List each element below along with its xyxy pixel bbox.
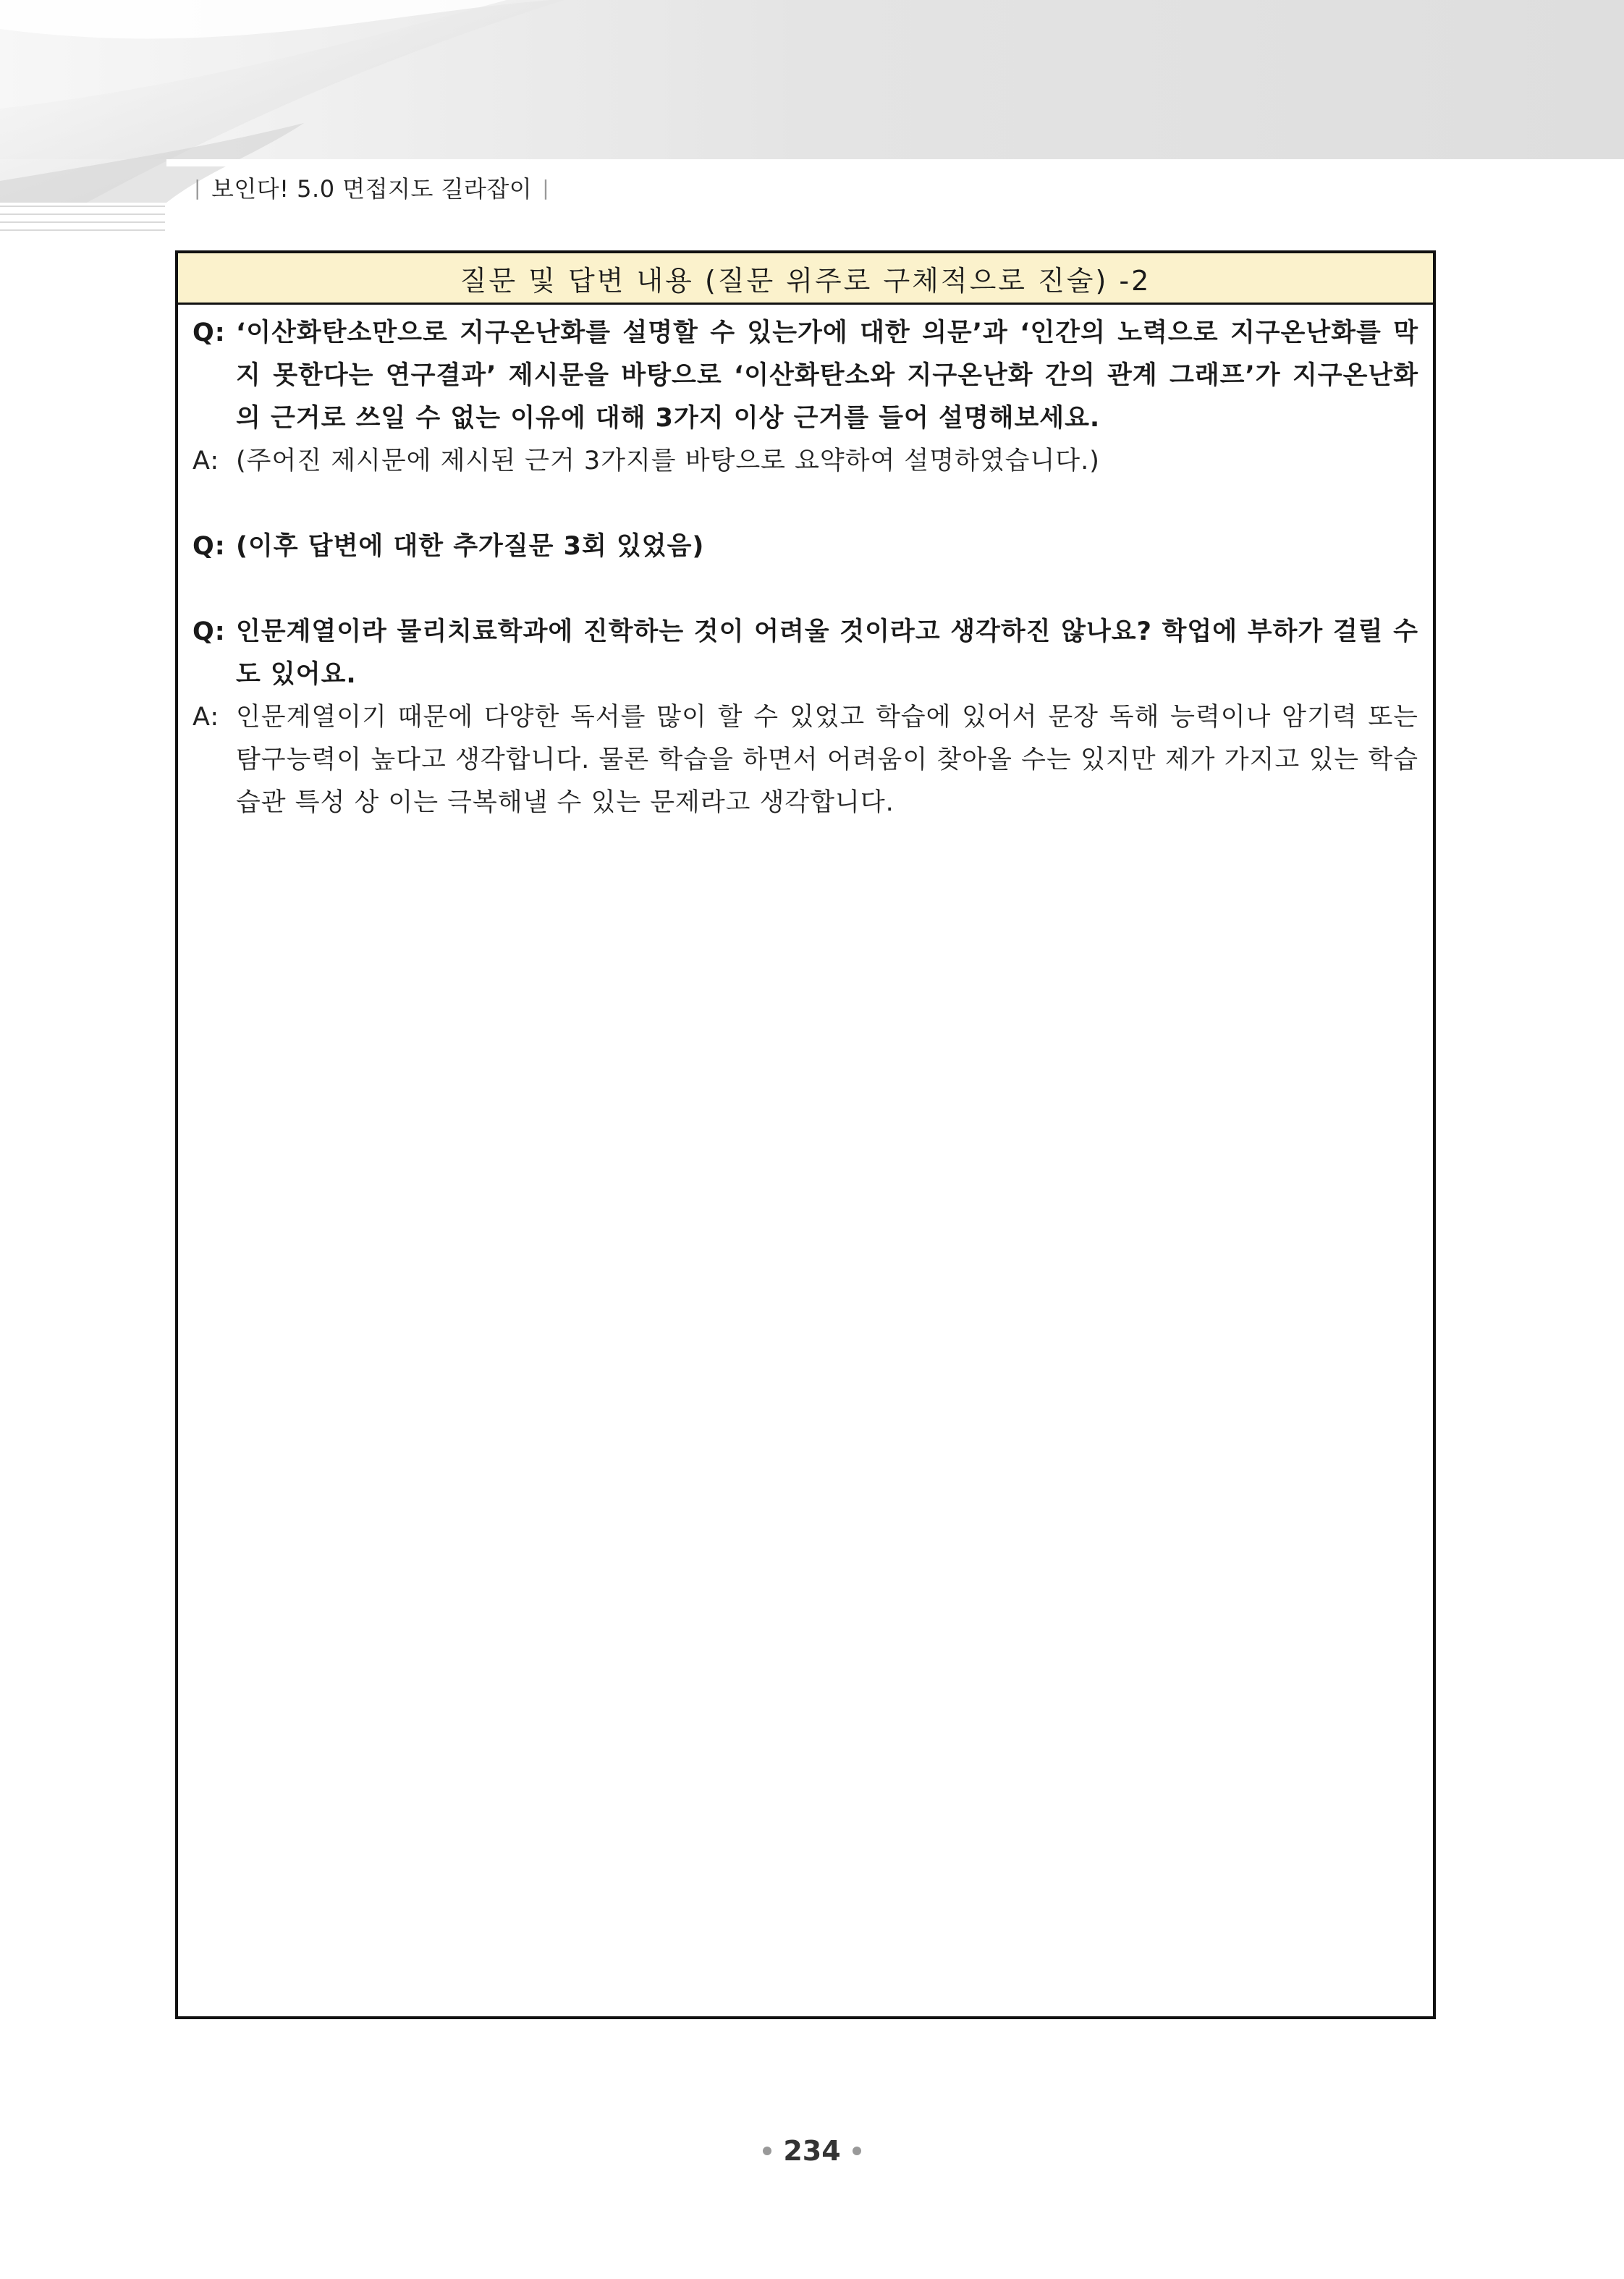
page-number (0, 2135, 1624, 2167)
question-entry (193, 611, 1418, 696)
entry-prefix: A: (193, 447, 220, 475)
entry-prefix: Q: (193, 532, 226, 561)
question-entry (193, 312, 1418, 440)
spacer (193, 568, 1418, 611)
qa-box-body (178, 305, 1433, 824)
bullet-dot-icon (853, 2147, 861, 2155)
question-text: (이후 답변에 대한 추가질문 3회 있었음) (236, 532, 705, 561)
qa-box (175, 250, 1436, 2019)
separator-bar: | (194, 175, 201, 200)
spacer (193, 483, 1418, 525)
question-text: ‘이산화탄소만으로 지구온난화를 설명할 수 있는가에 대한 의문’과 ‘인간의 노력으로 지구온난화를 막지 못한다는 연구결과’ 제시문을 바탕으로 ‘이산화탄소와 지구온난화 간의 관계 그래프’가 지구온난화의 근거로 쓰일 수 없는 이유에 대해 3가지 이상 근거를 들어 설명해보세요. (236, 318, 1418, 433)
entry-prefix: Q: (193, 318, 226, 347)
entry-prefix: Q: (193, 617, 226, 646)
separator-bar: | (542, 175, 550, 200)
answer-entry (193, 440, 1418, 483)
bullet-dot-icon (763, 2147, 771, 2155)
header-decorative-lines (0, 206, 165, 249)
entry-prefix: A: (193, 703, 220, 732)
answer-text: (주어진 제시문에 제시된 근거 3가지를 바탕으로 요약하여 설명하였습니다.) (236, 447, 1100, 475)
running-header (194, 171, 549, 204)
question-text: 인문계열이라 물리치료학과에 진학하는 것이 어려울 것이라고 생각하진 않나요? 학업에 부하가 걸릴 수도 있어요. (236, 617, 1418, 689)
question-entry (193, 525, 1418, 568)
page-number-text: 234 (783, 2135, 841, 2167)
answer-text: 인문계열이기 때문에 다양한 독서를 많이 할 수 있었고 학습에 있어서 문장 독해 능력이나 암기력 또는 탐구능력이 높다고 생각합니다. 물론 학습을 하면서 어려움이 찾아올 수는 있지만 제가 가지고 있는 학습 습관 특성 상 이는 극복해낼 수 있는 문제라고 생각합니다. (236, 703, 1418, 817)
answer-entry (193, 696, 1418, 824)
running-title: 보인다! 5.0 면접지도 길라잡이 (211, 175, 533, 203)
qa-box-title: 질문 및 답변 내용 (질문 위주로 구체적으로 진술) -2 (178, 253, 1433, 305)
